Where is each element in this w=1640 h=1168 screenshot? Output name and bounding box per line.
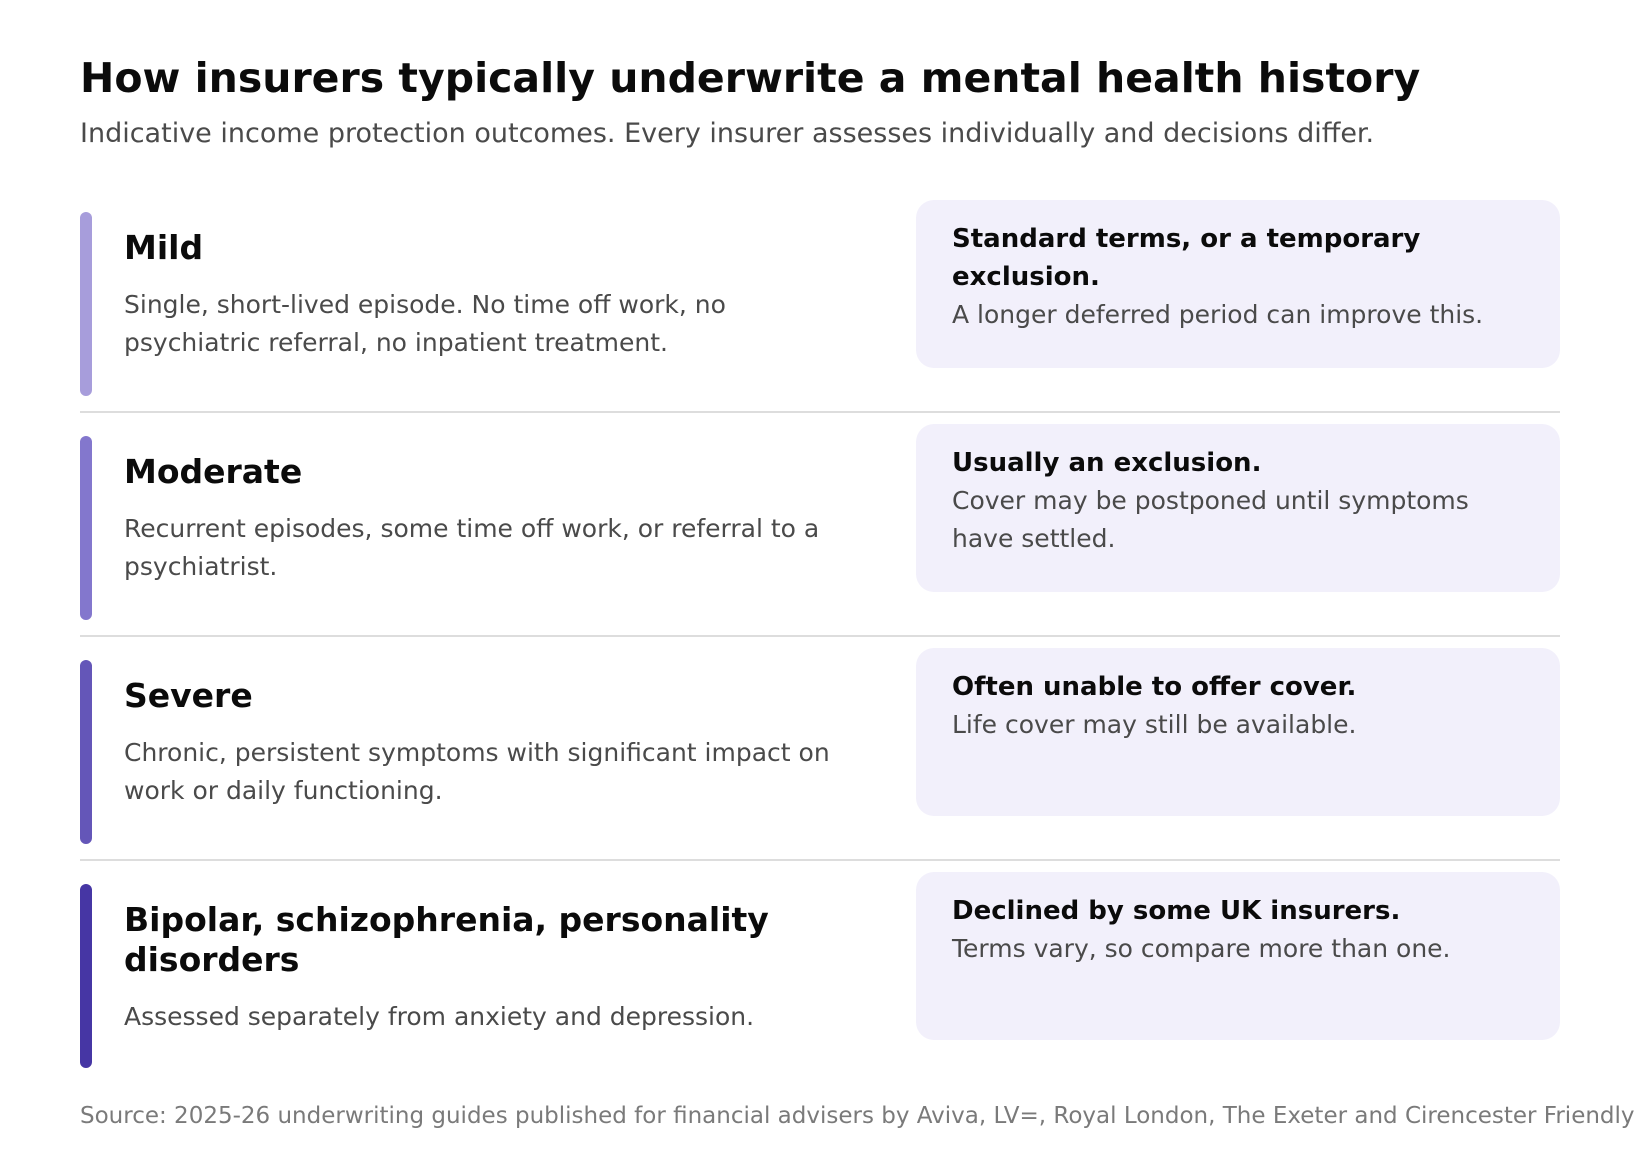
severity-level: Severe (124, 676, 253, 715)
severity-level: Mild (124, 228, 204, 267)
row-divider (80, 635, 1560, 637)
severity-row-serious-conditions (80, 872, 1560, 1096)
outcome-heading: Often unable to offer cover. (952, 672, 1357, 702)
severity-row-severe (80, 648, 1560, 872)
outcome-heading: Standard terms, or a temporary exclusion. (952, 224, 1421, 292)
outcome-heading: Declined by some UK insurers. (952, 896, 1401, 926)
outcome-card (916, 424, 1560, 592)
outcome-detail: A longer deferred period can improve this. (952, 300, 1484, 329)
severity-row-moderate (80, 424, 1560, 648)
severity-list (80, 200, 1560, 1031)
severity-bar (80, 884, 92, 1068)
severity-bar (80, 660, 92, 844)
outcome-card (916, 648, 1560, 816)
row-divider (80, 411, 1560, 413)
severity-description: Assessed separately from anxiety and depression. (124, 1002, 755, 1031)
severity-description: Chronic, persistent symptoms with significant impact on work or daily functioning. (124, 738, 830, 805)
severity-description: Recurrent episodes, some time off work, or referral to a psychiatrist. (124, 514, 820, 581)
severity-info (124, 882, 844, 1036)
outcome-detail: Cover may be postponed until symptoms have settled. (952, 486, 1469, 553)
severity-level: Moderate (124, 452, 303, 491)
severity-info (124, 210, 844, 362)
outcome-card (916, 872, 1560, 1040)
severity-info (124, 658, 844, 810)
severity-bar (80, 436, 92, 620)
source-note: Source: 2025-26 underwriting guides published for financial advisers by Aviva, LV=, Royal London, The Exeter and Cirencester Friendly (80, 1103, 1635, 1129)
outcome-detail: Life cover may still be available. (952, 710, 1357, 739)
severity-info (124, 434, 844, 586)
row-divider (80, 859, 1560, 861)
severity-row-mild (80, 200, 1560, 424)
page-subtitle: Indicative income protection outcomes. Every insurer assesses individually and decisions differ. (80, 118, 1375, 149)
page-title: How insurers typically underwrite a mental health history (80, 54, 1421, 102)
severity-level: Bipolar, schizophrenia, personality disorders (124, 900, 769, 979)
outcome-card (916, 200, 1560, 368)
outcome-heading: Usually an exclusion. (952, 448, 1262, 478)
severity-description: Single, short-lived episode. No time off work, no psychiatric referral, no inpatient treatment. (124, 290, 726, 357)
outcome-detail: Terms vary, so compare more than one. (952, 934, 1451, 963)
severity-bar (80, 212, 92, 396)
